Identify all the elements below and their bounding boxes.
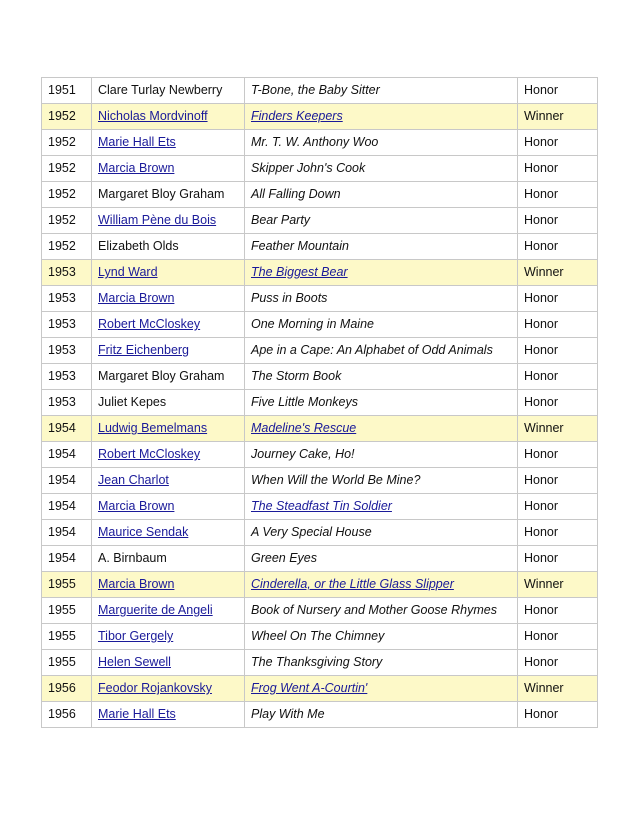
table-row [42,442,598,468]
year-cell: 1952 [42,156,92,182]
award-status-cell: Honor [518,520,598,546]
table-row [42,546,598,572]
award-status-cell: Honor [518,442,598,468]
illustrator-link[interactable]: Marcia Brown [98,291,175,305]
year-cell: 1953 [42,286,92,312]
book-title-link[interactable]: Cinderella, or the Little Glass Slipper [251,577,454,591]
illustrator-link[interactable]: Helen Sewell [98,655,171,669]
table-row-winner [42,260,598,286]
year-cell: 1956 [42,676,92,702]
award-status-cell: Honor [518,338,598,364]
illustrator-cell [92,468,245,494]
book-title-link[interactable]: Finders Keepers [251,109,343,123]
award-status-cell: Honor [518,494,598,520]
illustrator-link[interactable]: William Pène du Bois [98,213,217,227]
year-cell: 1954 [42,546,92,572]
book-title-cell: Bear Party [245,208,518,234]
year-cell: 1952 [42,234,92,260]
award-status-cell: Winner [518,572,598,598]
year-cell: 1952 [42,182,92,208]
illustrator-cell [92,312,245,338]
year-cell: 1953 [42,312,92,338]
book-title-link[interactable]: Frog Went A-Courtin' [251,681,368,695]
table-row [42,234,598,260]
year-cell: 1955 [42,624,92,650]
book-title-cell [245,416,518,442]
award-status-cell: Winner [518,260,598,286]
book-title-cell: Book of Nursery and Mother Goose Rhymes [245,598,518,624]
year-cell: 1954 [42,442,92,468]
book-title-cell: Journey Cake, Ho! [245,442,518,468]
illustrator-cell [92,442,245,468]
illustrator-cell: Clare Turlay Newberry [92,78,245,104]
table-row [42,624,598,650]
book-title-cell [245,676,518,702]
year-cell: 1953 [42,260,92,286]
table-row [42,338,598,364]
award-status-cell: Honor [518,390,598,416]
illustrator-cell [92,598,245,624]
illustrator-link[interactable]: Feodor Rojankovsky [98,681,212,695]
illustrator-cell [92,494,245,520]
book-title-cell: Wheel On The Chimney [245,624,518,650]
illustrator-link[interactable]: Nicholas Mordvinoff [98,109,208,123]
award-status-cell: Winner [518,104,598,130]
award-status-cell: Honor [518,78,598,104]
award-status-cell: Honor [518,182,598,208]
illustrator-cell [92,104,245,130]
illustrator-cell: Margaret Bloy Graham [92,364,245,390]
year-cell: 1953 [42,364,92,390]
illustrator-cell [92,130,245,156]
illustrator-cell [92,624,245,650]
award-status-cell: Honor [518,208,598,234]
illustrator-cell [92,702,245,728]
table-row [42,494,598,520]
illustrator-link[interactable]: Fritz Eichenberg [98,343,190,357]
illustrator-cell [92,156,245,182]
table-row-winner [42,104,598,130]
book-title-cell: Play With Me [245,702,518,728]
illustrator-link[interactable]: Marie Hall Ets [98,135,176,149]
award-status-cell: Honor [518,598,598,624]
illustrator-link[interactable]: Marie Hall Ets [98,707,176,721]
book-title-cell: The Storm Book [245,364,518,390]
table-row [42,390,598,416]
illustrator-cell: Margaret Bloy Graham [92,182,245,208]
illustrator-link[interactable]: Ludwig Bemelmans [98,421,208,435]
book-title-cell: When Will the World Be Mine? [245,468,518,494]
illustrator-link[interactable]: Robert McCloskey [98,317,201,331]
table-row-winner [42,572,598,598]
award-status-cell: Honor [518,156,598,182]
illustrator-link[interactable]: Marcia Brown [98,499,175,513]
illustrator-link[interactable]: Marcia Brown [98,161,175,175]
illustrator-cell: Juliet Kepes [92,390,245,416]
illustrator-link[interactable]: Robert McCloskey [98,447,201,461]
year-cell: 1955 [42,650,92,676]
illustrator-cell [92,520,245,546]
year-cell: 1954 [42,494,92,520]
illustrator-link[interactable]: Tibor Gergely [98,629,174,643]
table-row [42,650,598,676]
illustrator-cell [92,676,245,702]
year-cell: 1952 [42,208,92,234]
book-title-cell [245,104,518,130]
table-row [42,520,598,546]
award-status-cell: Honor [518,286,598,312]
year-cell: 1952 [42,130,92,156]
book-title-cell: Five Little Monkeys [245,390,518,416]
illustrator-cell [92,208,245,234]
table-row-winner [42,416,598,442]
table-row [42,286,598,312]
year-cell: 1955 [42,598,92,624]
book-title-link[interactable]: The Biggest Bear [251,265,348,279]
table-row [42,78,598,104]
illustrator-cell [92,338,245,364]
illustrator-cell [92,260,245,286]
book-title-cell: Skipper John's Cook [245,156,518,182]
award-status-cell: Honor [518,234,598,260]
book-title-cell: The Thanksgiving Story [245,650,518,676]
award-status-cell: Honor [518,702,598,728]
award-status-cell: Honor [518,624,598,650]
illustrator-link[interactable]: Jean Charlot [98,473,169,487]
table-row [42,598,598,624]
book-title-cell: A Very Special House [245,520,518,546]
award-status-cell: Honor [518,364,598,390]
illustrator-cell [92,572,245,598]
book-title-cell: Ape in a Cape: An Alphabet of Odd Animals [245,338,518,364]
illustrator-link[interactable]: Lynd Ward [98,265,158,279]
book-title-cell: T-Bone, the Baby Sitter [245,78,518,104]
award-status-cell: Honor [518,312,598,338]
illustrator-link[interactable]: Marguerite de Angeli [98,603,213,617]
book-title-link[interactable]: The Steadfast Tin Soldier [251,499,392,513]
illustrator-cell [92,650,245,676]
book-title-cell [245,494,518,520]
table-row-winner [42,676,598,702]
year-cell: 1954 [42,468,92,494]
award-status-cell: Honor [518,546,598,572]
book-title-cell: Green Eyes [245,546,518,572]
book-title-cell [245,260,518,286]
illustrator-link[interactable]: Marcia Brown [98,577,175,591]
table-row [42,702,598,728]
award-status-cell: Honor [518,468,598,494]
year-cell: 1953 [42,390,92,416]
illustrator-cell [92,416,245,442]
book-title-cell: Mr. T. W. Anthony Woo [245,130,518,156]
illustrator-cell [92,286,245,312]
illustrator-cell: Elizabeth Olds [92,234,245,260]
table-row [42,468,598,494]
year-cell: 1951 [42,78,92,104]
year-cell: 1954 [42,416,92,442]
award-status-cell: Honor [518,130,598,156]
award-table-body [42,78,598,728]
year-cell: 1953 [42,338,92,364]
year-cell: 1954 [42,520,92,546]
book-title-cell: One Morning in Maine [245,312,518,338]
book-title-cell [245,572,518,598]
illustrator-link[interactable]: Maurice Sendak [98,525,189,539]
illustrator-cell: A. Birnbaum [92,546,245,572]
book-title-cell: All Falling Down [245,182,518,208]
table-row [42,364,598,390]
award-status-cell: Winner [518,676,598,702]
table-row [42,130,598,156]
award-table [41,77,598,728]
book-title-cell: Feather Mountain [245,234,518,260]
year-cell: 1952 [42,104,92,130]
table-row [42,312,598,338]
table-row [42,182,598,208]
table-row [42,208,598,234]
year-cell: 1955 [42,572,92,598]
award-status-cell: Winner [518,416,598,442]
book-title-link[interactable]: Madeline's Rescue [251,421,357,435]
book-title-cell: Puss in Boots [245,286,518,312]
table-row [42,156,598,182]
year-cell: 1956 [42,702,92,728]
award-status-cell: Honor [518,650,598,676]
